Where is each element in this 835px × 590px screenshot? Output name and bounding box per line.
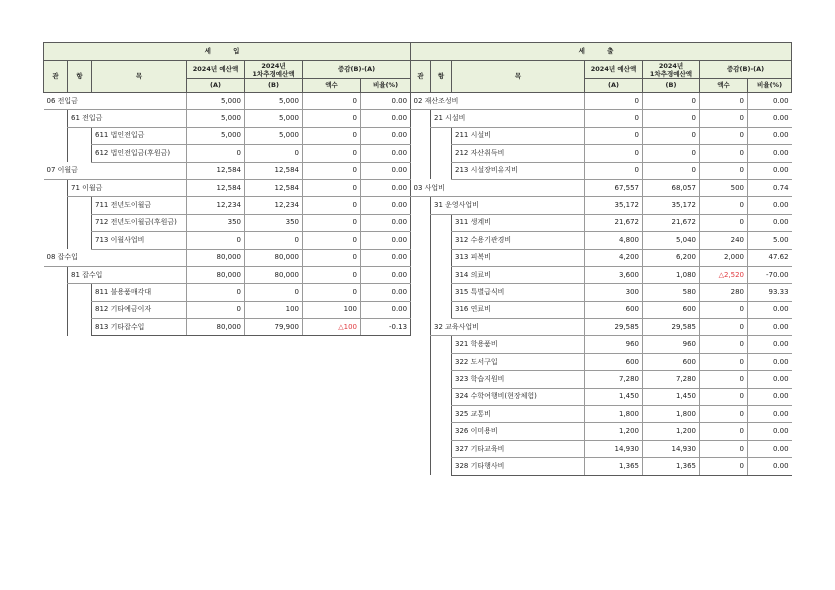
value-ratio: 47.62 bbox=[748, 249, 792, 266]
indent-cell bbox=[68, 232, 92, 249]
indent-cell bbox=[411, 458, 431, 475]
table-row bbox=[411, 353, 792, 370]
value-diff: 0 bbox=[700, 406, 748, 423]
indent-cell bbox=[44, 214, 68, 231]
indent-cell bbox=[68, 127, 92, 144]
table-row bbox=[411, 440, 792, 457]
indent-cell bbox=[411, 127, 431, 144]
value-ratio: 93.33 bbox=[748, 284, 792, 301]
row-label: 316 연료비 bbox=[452, 301, 585, 318]
row-label: 328 기타행사비 bbox=[452, 458, 585, 475]
table-row bbox=[44, 127, 411, 144]
value-ratio: 0.00 bbox=[361, 127, 411, 144]
col-budget2024: 2024년 예산액 bbox=[585, 61, 643, 79]
value-ratio: 0.00 bbox=[748, 214, 792, 231]
value-a: 350 bbox=[187, 214, 245, 231]
indent-cell bbox=[68, 301, 92, 318]
value-diff: 0 bbox=[303, 179, 361, 196]
value-b: 7,280 bbox=[643, 371, 700, 388]
table-row bbox=[411, 145, 792, 162]
value-diff: 0 bbox=[303, 266, 361, 283]
indent-cell bbox=[44, 284, 68, 301]
value-a: 12,584 bbox=[187, 162, 245, 179]
indent-cell bbox=[44, 110, 68, 127]
indent-cell bbox=[431, 266, 452, 283]
indent-cell bbox=[431, 127, 452, 144]
value-ratio: 0.00 bbox=[748, 93, 792, 110]
indent-cell bbox=[44, 232, 68, 249]
row-label: 61 전입금 bbox=[68, 110, 187, 127]
revenue-table bbox=[43, 42, 411, 336]
value-b: 1,450 bbox=[643, 388, 700, 405]
value-diff: 0 bbox=[303, 93, 361, 110]
row-label: 21 시설비 bbox=[431, 110, 585, 127]
value-diff: 0 bbox=[700, 127, 748, 144]
value-b: 580 bbox=[643, 284, 700, 301]
value-b: 5,000 bbox=[245, 127, 303, 144]
value-a: 0 bbox=[585, 162, 643, 179]
value-diff: 0 bbox=[303, 145, 361, 162]
value-a: 0 bbox=[187, 145, 245, 162]
value-diff: 0 bbox=[700, 93, 748, 110]
value-a: 80,000 bbox=[187, 319, 245, 336]
value-b: 0 bbox=[245, 145, 303, 162]
value-a: 1,800 bbox=[585, 406, 643, 423]
col-mok: 목 bbox=[452, 61, 585, 93]
indent-cell bbox=[44, 197, 68, 214]
value-b: 600 bbox=[643, 353, 700, 370]
value-diff: 0 bbox=[700, 162, 748, 179]
value-diff: 0 bbox=[303, 284, 361, 301]
table-row bbox=[411, 266, 792, 283]
section-title: 세 출 bbox=[411, 43, 792, 61]
row-label: 31 운영사업비 bbox=[431, 197, 585, 214]
value-a: 4,800 bbox=[585, 232, 643, 249]
table-row bbox=[411, 406, 792, 423]
row-label: 312 수용기관경비 bbox=[452, 232, 585, 249]
indent-cell bbox=[431, 214, 452, 231]
value-diff: 280 bbox=[700, 284, 748, 301]
value-diff: 2,000 bbox=[700, 249, 748, 266]
col-supp1-sub: (B) bbox=[643, 79, 700, 93]
row-label: 212 자산취득비 bbox=[452, 145, 585, 162]
value-ratio: 0.00 bbox=[748, 371, 792, 388]
row-label: 323 학습지원비 bbox=[452, 371, 585, 388]
indent-cell bbox=[411, 371, 431, 388]
table-row bbox=[411, 319, 792, 336]
table-row bbox=[411, 197, 792, 214]
indent-cell bbox=[411, 266, 431, 283]
table-row bbox=[411, 458, 792, 475]
row-label: 313 피복비 bbox=[452, 249, 585, 266]
row-label: 02 재산조성비 bbox=[411, 93, 585, 110]
value-b: 0 bbox=[643, 127, 700, 144]
col-diff: 증감(B)-(A) bbox=[303, 61, 411, 79]
value-a: 35,172 bbox=[585, 197, 643, 214]
indent-cell bbox=[431, 284, 452, 301]
value-diff: 0 bbox=[303, 110, 361, 127]
indent-cell bbox=[411, 388, 431, 405]
col-diff: 증감(B)-(A) bbox=[700, 61, 792, 79]
table-row bbox=[411, 162, 792, 179]
value-ratio: 0.00 bbox=[748, 319, 792, 336]
value-a: 600 bbox=[585, 301, 643, 318]
value-b: 350 bbox=[245, 214, 303, 231]
col-budget2024-sub: (A) bbox=[187, 79, 245, 93]
value-diff: 0 bbox=[700, 336, 748, 353]
value-diff: 0 bbox=[700, 110, 748, 127]
table-row bbox=[411, 301, 792, 318]
indent-cell bbox=[411, 319, 431, 336]
value-b: 100 bbox=[245, 301, 303, 318]
value-a: 0 bbox=[585, 110, 643, 127]
value-b: 12,234 bbox=[245, 197, 303, 214]
value-a: 12,584 bbox=[187, 179, 245, 196]
value-ratio: -0.13 bbox=[361, 319, 411, 336]
indent-cell bbox=[411, 423, 431, 440]
indent-cell bbox=[44, 127, 68, 144]
indent-cell bbox=[431, 145, 452, 162]
indent-cell bbox=[44, 179, 68, 196]
row-label: 06 전입금 bbox=[44, 93, 187, 110]
indent-cell bbox=[431, 371, 452, 388]
col-budget2024: 2024년 예산액 bbox=[187, 61, 245, 79]
indent-cell bbox=[431, 353, 452, 370]
row-label: 32 교육사업비 bbox=[431, 319, 585, 336]
row-label: 321 학용품비 bbox=[452, 336, 585, 353]
col-hang: 항 bbox=[431, 61, 452, 93]
value-b: 21,672 bbox=[643, 214, 700, 231]
value-b: 0 bbox=[643, 145, 700, 162]
value-diff: 0 bbox=[700, 214, 748, 231]
row-label: 713 이월사업비 bbox=[92, 232, 187, 249]
value-diff: 0 bbox=[700, 197, 748, 214]
value-ratio: 0.74 bbox=[748, 179, 792, 196]
col-ratio: 비율(%) bbox=[361, 79, 411, 93]
col-supp1-sub: (B) bbox=[245, 79, 303, 93]
value-b: 35,172 bbox=[643, 197, 700, 214]
value-ratio: 0.00 bbox=[748, 353, 792, 370]
table-row bbox=[44, 162, 411, 179]
table-row bbox=[411, 232, 792, 249]
value-diff: 0 bbox=[700, 423, 748, 440]
indent-cell bbox=[68, 145, 92, 162]
value-ratio: 0.00 bbox=[361, 249, 411, 266]
indent-cell bbox=[68, 319, 92, 336]
value-a: 5,000 bbox=[187, 127, 245, 144]
value-a: 4,200 bbox=[585, 249, 643, 266]
value-diff: 0 bbox=[700, 458, 748, 475]
value-a: 5,000 bbox=[187, 110, 245, 127]
section-title: 세 입 bbox=[44, 43, 411, 61]
value-ratio: 0.00 bbox=[361, 145, 411, 162]
indent-cell bbox=[431, 232, 452, 249]
value-a: 0 bbox=[585, 93, 643, 110]
value-ratio: 0.00 bbox=[361, 301, 411, 318]
value-diff: 100 bbox=[303, 301, 361, 318]
value-b: 1,365 bbox=[643, 458, 700, 475]
table-row bbox=[44, 179, 411, 196]
value-ratio: 0.00 bbox=[361, 232, 411, 249]
value-b: 6,200 bbox=[643, 249, 700, 266]
value-ratio: 5.00 bbox=[748, 232, 792, 249]
value-ratio: 0.00 bbox=[748, 423, 792, 440]
value-a: 5,000 bbox=[187, 93, 245, 110]
table-row bbox=[411, 371, 792, 388]
value-b: 1,080 bbox=[643, 266, 700, 283]
indent-cell bbox=[44, 319, 68, 336]
value-diff: 0 bbox=[303, 197, 361, 214]
table-row bbox=[44, 319, 411, 336]
col-amount: 액수 bbox=[700, 79, 748, 93]
indent-cell bbox=[411, 145, 431, 162]
row-label: 813 기타잡수입 bbox=[92, 319, 187, 336]
indent-cell bbox=[411, 336, 431, 353]
row-label: 612 법인전입금(후원금) bbox=[92, 145, 187, 162]
value-a: 0 bbox=[187, 284, 245, 301]
value-ratio: 0.00 bbox=[361, 284, 411, 301]
value-ratio: 0.00 bbox=[361, 110, 411, 127]
row-label: 812 기타예금이자 bbox=[92, 301, 187, 318]
value-diff: 0 bbox=[303, 162, 361, 179]
value-b: 0 bbox=[245, 232, 303, 249]
indent-cell bbox=[411, 232, 431, 249]
indent-cell bbox=[431, 406, 452, 423]
value-a: 29,585 bbox=[585, 319, 643, 336]
value-a: 14,930 bbox=[585, 440, 643, 457]
table-row bbox=[411, 93, 792, 110]
indent-cell bbox=[68, 214, 92, 231]
col-gwan: 관 bbox=[44, 61, 68, 93]
expenditure-table bbox=[410, 42, 792, 476]
indent-cell bbox=[44, 301, 68, 318]
row-label: 711 전년도이월금 bbox=[92, 197, 187, 214]
value-b: 0 bbox=[245, 284, 303, 301]
value-diff: 0 bbox=[700, 353, 748, 370]
value-diff: 0 bbox=[700, 301, 748, 318]
row-label: 611 법인전입금 bbox=[92, 127, 187, 144]
indent-cell bbox=[431, 423, 452, 440]
row-label: 213 시설장비유지비 bbox=[452, 162, 585, 179]
row-label: 211 시설비 bbox=[452, 127, 585, 144]
table-row bbox=[44, 301, 411, 318]
value-b: 68,057 bbox=[643, 179, 700, 196]
value-b: 0 bbox=[643, 162, 700, 179]
indent-cell bbox=[411, 440, 431, 457]
col-gwan: 관 bbox=[411, 61, 431, 93]
value-a: 21,672 bbox=[585, 214, 643, 231]
table-row bbox=[411, 423, 792, 440]
value-a: 12,234 bbox=[187, 197, 245, 214]
value-a: 0 bbox=[585, 127, 643, 144]
value-ratio: 0.00 bbox=[748, 301, 792, 318]
indent-cell bbox=[411, 110, 431, 127]
table-row bbox=[411, 249, 792, 266]
value-b: 0 bbox=[643, 93, 700, 110]
value-a: 3,600 bbox=[585, 266, 643, 283]
value-a: 960 bbox=[585, 336, 643, 353]
table-row bbox=[44, 110, 411, 127]
value-a: 67,557 bbox=[585, 179, 643, 196]
table-row bbox=[411, 284, 792, 301]
value-b: 5,040 bbox=[643, 232, 700, 249]
value-diff: △2,520 bbox=[700, 266, 748, 283]
value-a: 600 bbox=[585, 353, 643, 370]
row-label: 811 불용품매각대 bbox=[92, 284, 187, 301]
table-row bbox=[411, 110, 792, 127]
value-a: 0 bbox=[187, 232, 245, 249]
indent-cell bbox=[44, 266, 68, 283]
value-diff: 0 bbox=[700, 388, 748, 405]
row-label: 71 이월금 bbox=[68, 179, 187, 196]
value-b: 12,584 bbox=[245, 162, 303, 179]
indent-cell bbox=[411, 353, 431, 370]
col-hang: 항 bbox=[68, 61, 92, 93]
table-row bbox=[411, 336, 792, 353]
col-supp1: 2024년 1차추경예산액 bbox=[643, 61, 700, 79]
indent-cell bbox=[431, 301, 452, 318]
value-b: 0 bbox=[643, 110, 700, 127]
indent-cell bbox=[411, 197, 431, 214]
table-row bbox=[44, 197, 411, 214]
value-b: 1,800 bbox=[643, 406, 700, 423]
value-diff: 0 bbox=[700, 440, 748, 457]
value-b: 12,584 bbox=[245, 179, 303, 196]
row-label: 81 잡수입 bbox=[68, 266, 187, 283]
indent-cell bbox=[44, 145, 68, 162]
row-label: 315 특별급식비 bbox=[452, 284, 585, 301]
value-a: 0 bbox=[187, 301, 245, 318]
table-row bbox=[44, 145, 411, 162]
value-diff: △100 bbox=[303, 319, 361, 336]
table-row bbox=[44, 214, 411, 231]
row-label: 311 생계비 bbox=[452, 214, 585, 231]
value-ratio: 0.00 bbox=[748, 336, 792, 353]
indent-cell bbox=[431, 249, 452, 266]
indent-cell bbox=[411, 162, 431, 179]
value-diff: 0 bbox=[303, 214, 361, 231]
table-row bbox=[44, 93, 411, 110]
value-ratio: -70.00 bbox=[748, 266, 792, 283]
value-b: 80,000 bbox=[245, 249, 303, 266]
row-label: 324 수학여행비(현장체험) bbox=[452, 388, 585, 405]
table-row bbox=[411, 388, 792, 405]
value-ratio: 0.00 bbox=[748, 145, 792, 162]
value-ratio: 0.00 bbox=[361, 162, 411, 179]
indent-cell bbox=[411, 406, 431, 423]
row-label: 322 도서구입 bbox=[452, 353, 585, 370]
value-a: 80,000 bbox=[187, 249, 245, 266]
value-a: 1,450 bbox=[585, 388, 643, 405]
value-ratio: 0.00 bbox=[361, 266, 411, 283]
value-ratio: 0.00 bbox=[748, 440, 792, 457]
value-ratio: 0.00 bbox=[748, 110, 792, 127]
value-a: 1,200 bbox=[585, 423, 643, 440]
indent-cell bbox=[431, 458, 452, 475]
row-label: 08 잡수입 bbox=[44, 249, 187, 266]
col-ratio: 비율(%) bbox=[748, 79, 792, 93]
row-label: 327 기타교육비 bbox=[452, 440, 585, 457]
table-row bbox=[44, 284, 411, 301]
value-b: 600 bbox=[643, 301, 700, 318]
value-a: 300 bbox=[585, 284, 643, 301]
value-b: 29,585 bbox=[643, 319, 700, 336]
value-diff: 0 bbox=[700, 319, 748, 336]
table-row bbox=[44, 266, 411, 283]
row-label: 326 이미용비 bbox=[452, 423, 585, 440]
table-row bbox=[411, 214, 792, 231]
indent-cell bbox=[411, 284, 431, 301]
value-b: 79,900 bbox=[245, 319, 303, 336]
value-ratio: 0.00 bbox=[748, 127, 792, 144]
value-ratio: 0.00 bbox=[361, 179, 411, 196]
value-diff: 0 bbox=[700, 145, 748, 162]
value-ratio: 0.00 bbox=[748, 406, 792, 423]
col-mok: 목 bbox=[92, 61, 187, 93]
value-b: 14,930 bbox=[643, 440, 700, 457]
table-row bbox=[44, 232, 411, 249]
col-amount: 액수 bbox=[303, 79, 361, 93]
row-label: 712 전년도이월금(후원금) bbox=[92, 214, 187, 231]
value-a: 7,280 bbox=[585, 371, 643, 388]
value-ratio: 0.00 bbox=[361, 93, 411, 110]
value-ratio: 0.00 bbox=[748, 162, 792, 179]
value-b: 1,200 bbox=[643, 423, 700, 440]
value-a: 1,365 bbox=[585, 458, 643, 475]
table-row bbox=[411, 127, 792, 144]
indent-cell bbox=[431, 162, 452, 179]
value-b: 5,000 bbox=[245, 110, 303, 127]
value-a: 80,000 bbox=[187, 266, 245, 283]
value-b: 5,000 bbox=[245, 93, 303, 110]
value-diff: 0 bbox=[303, 127, 361, 144]
indent-cell bbox=[68, 284, 92, 301]
value-b: 80,000 bbox=[245, 266, 303, 283]
indent-cell bbox=[431, 440, 452, 457]
value-diff: 0 bbox=[303, 232, 361, 249]
indent-cell bbox=[411, 214, 431, 231]
indent-cell bbox=[411, 249, 431, 266]
row-label: 07 이월금 bbox=[44, 162, 187, 179]
table-row bbox=[411, 179, 792, 196]
row-label: 03 사업비 bbox=[411, 179, 585, 196]
value-diff: 0 bbox=[700, 371, 748, 388]
indent-cell bbox=[411, 301, 431, 318]
value-ratio: 0.00 bbox=[361, 197, 411, 214]
indent-cell bbox=[68, 197, 92, 214]
value-ratio: 0.00 bbox=[748, 458, 792, 475]
indent-cell bbox=[431, 336, 452, 353]
value-diff: 0 bbox=[303, 249, 361, 266]
row-label: 314 의료비 bbox=[452, 266, 585, 283]
value-diff: 500 bbox=[700, 179, 748, 196]
value-ratio: 0.00 bbox=[361, 214, 411, 231]
value-a: 0 bbox=[585, 145, 643, 162]
value-ratio: 0.00 bbox=[748, 388, 792, 405]
value-diff: 240 bbox=[700, 232, 748, 249]
col-supp1: 2024년 1차추경예산액 bbox=[245, 61, 303, 79]
row-label: 325 교통비 bbox=[452, 406, 585, 423]
table-row bbox=[44, 249, 411, 266]
indent-cell bbox=[431, 388, 452, 405]
col-budget2024-sub: (A) bbox=[585, 79, 643, 93]
value-ratio: 0.00 bbox=[748, 197, 792, 214]
value-b: 960 bbox=[643, 336, 700, 353]
